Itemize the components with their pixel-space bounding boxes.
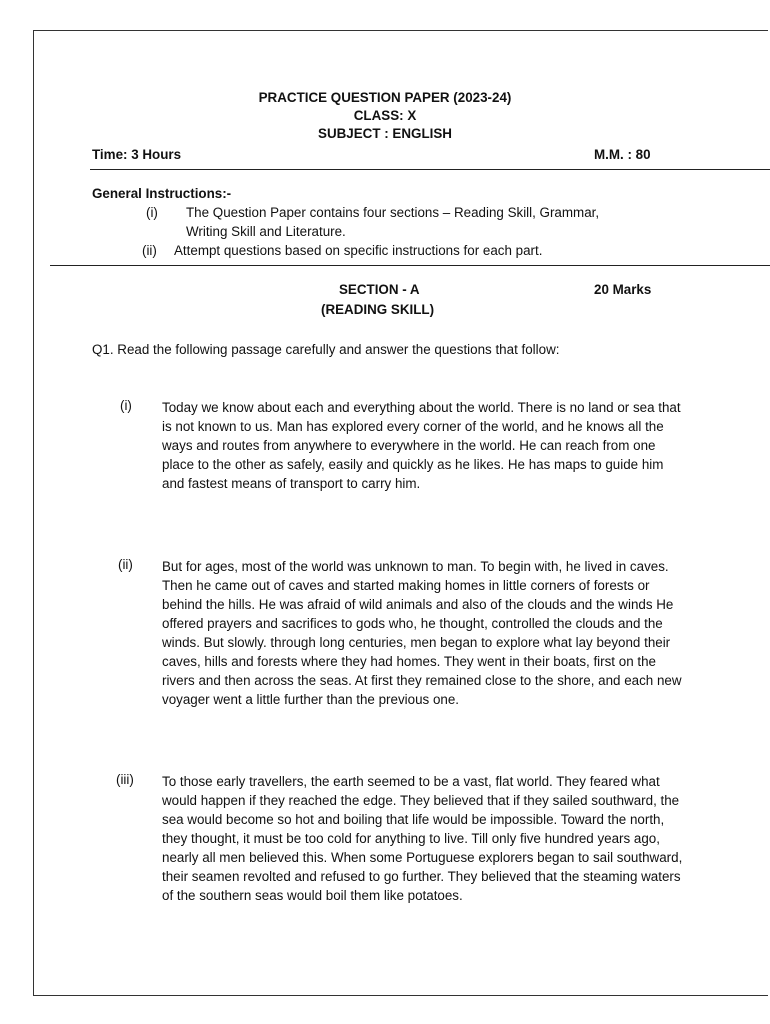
instruction-number: (i) <box>146 205 158 220</box>
instructions-heading: General Instructions:- <box>92 186 232 201</box>
paragraph-number: (ii) <box>118 557 133 572</box>
passage-paragraph: Today we know about each and everything about the world. There is no land or sea that is not known to us. Man has explored every corner of the world, and he knows all the ways and routes from anywhere to everywhere in the world. He can reach from one place to the other as safely, easily and quickly as he likes. He has maps to guide him and fastest means of transport to carry him. <box>162 400 681 491</box>
instruction-number: (ii) <box>142 243 157 258</box>
paper-title: PRACTICE QUESTION PAPER (2023-24) <box>258 90 512 105</box>
subject-label: SUBJECT : ENGLISH <box>318 126 452 141</box>
header-divider <box>90 169 770 170</box>
instruction-text: Attempt questions based on specific instructions for each part. <box>174 243 543 258</box>
passage-paragraph: To those early travellers, the earth seemed to be a vast, flat world. They feared what would happen if they reached the edge. They believed that if they sailed southward, the sea would become so hot and boiling that life would be impossible. Toward the north, they thought, it must be too cold for anything to live. Till only five hundred years ago, nearly all men believed this. When some Portuguese explorers began to sail southward, their seamen revolted and refused to go further. They believed that the steaming waters of the southern seas would boil them like potatoes. <box>162 774 683 903</box>
paragraph-number: (iii) <box>116 772 134 787</box>
instruction-text: The Question Paper contains four sections – Reading Skill, Grammar, <box>186 205 600 220</box>
instructions-divider <box>50 265 770 266</box>
instruction-text: Writing Skill and Literature. <box>186 224 346 239</box>
section-title: SECTION - A <box>339 282 420 297</box>
question-text: Q1. Read the following passage carefully and answer the questions that follow: <box>92 342 560 357</box>
section-marks: 20 Marks <box>594 282 652 297</box>
passage-paragraph: But for ages, most of the world was unknown to man. To begin with, he lived in caves. Then he came out of caves and started making homes in little corners of forests or behind the hills. He was afraid of wild animals and also of the clouds and the winds He offered prayers and sacrifices to gods who, he thought, controlled the clouds and the winds. But slowly. through long centuries, men began to explore what lay beyond their caves, hills and forests where they had homes. They went in their boats, first on the rivers and then across the seas. At first they remained close to the shore, and each new voyager went a little further than the previous one. <box>162 559 682 707</box>
section-subtitle: (READING SKILL) <box>321 302 435 317</box>
time-label: Time: 3 Hours <box>92 147 182 162</box>
max-marks-label: M.M. : 80 <box>594 147 651 162</box>
class-label: CLASS: X <box>353 108 417 123</box>
paragraph-number: (i) <box>120 398 132 413</box>
